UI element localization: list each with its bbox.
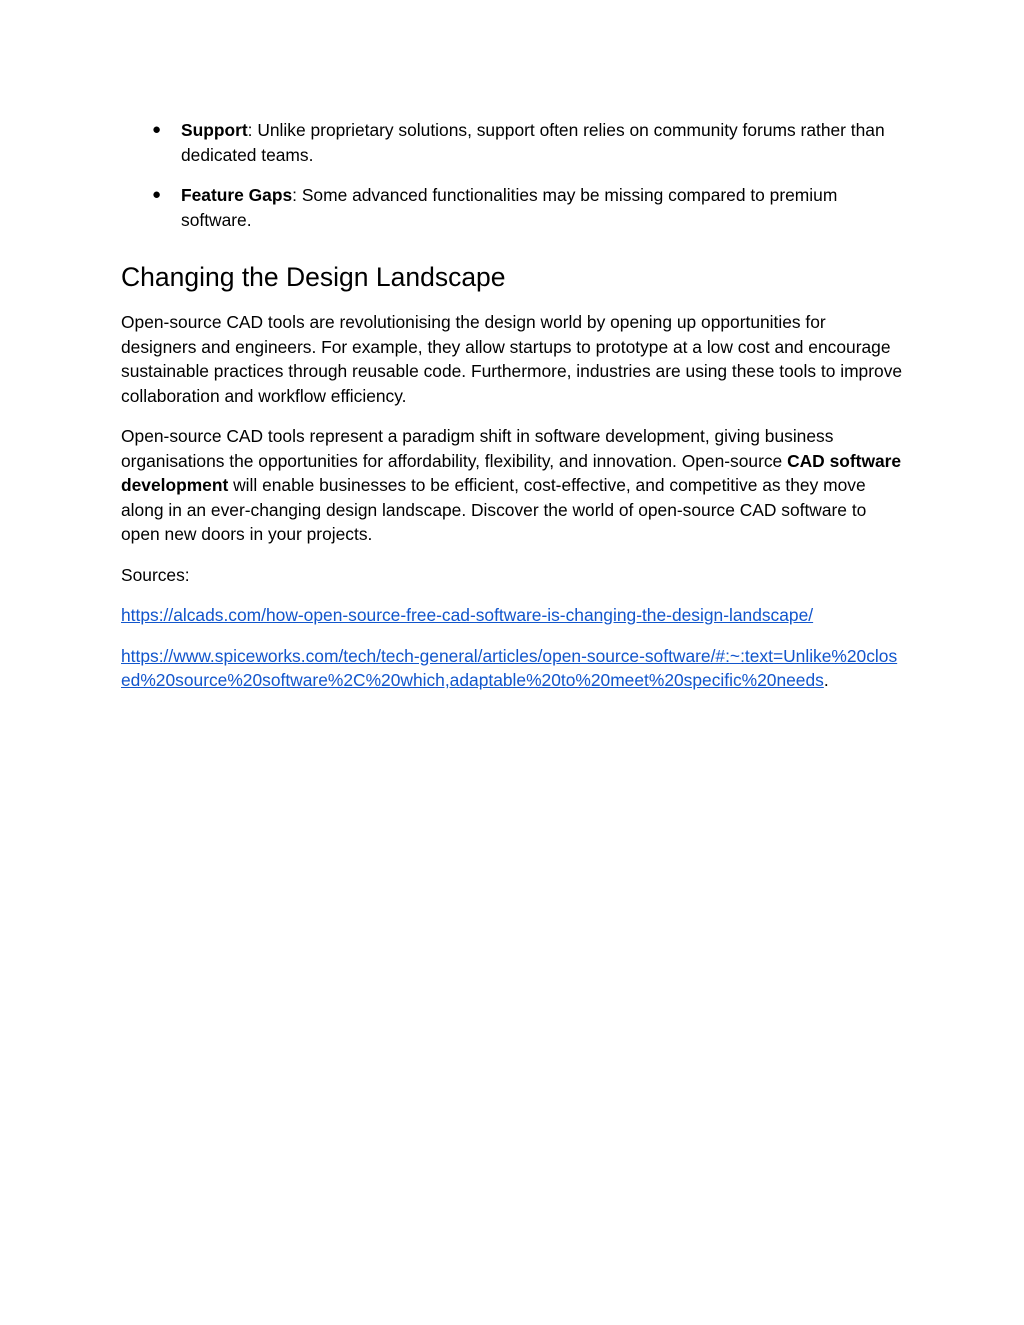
sources-label: Sources: (121, 564, 190, 585)
document-page (121, 118, 903, 709)
source-link-spiceworks[interactable]: https://www.spiceworks.com/tech/tech-general/articles/open-source-software/#:~:text=Unlike%20closed%20source%20software%2C%20which,adaptable%20to%20meet%20specific%20needs (121, 645, 898, 690)
bullet-term: Support (181, 120, 248, 140)
bullet-icon: ● (152, 121, 162, 138)
source-line-2 (121, 644, 903, 693)
paragraph-revolutionising: Open-source CAD tools are revolutionising the design world by opening up opportunities for designers and engineers. For example, they allow startups to prototype at a low cost and encourage sustainable practices through reusable code. Furthermore, industries are using these tools to improve collaboration and workflow efficiency. (121, 312, 903, 406)
drawbacks-list (121, 118, 903, 232)
bullet-term: Feature Gaps (181, 185, 293, 205)
list-item (121, 183, 903, 232)
paragraph-text: Open-source CAD tools represent a paradigm shift in software development, giving business organisations the opportunities for affordability, flexibility, and innovation. Open-source (121, 426, 834, 471)
bold-phrase: CAD software development (121, 450, 902, 495)
paragraph-text: will enable businesses to be efficient, cost-effective, and competitive as they move along in an ever-changing design landscape. Discover the world of open-source CAD software to open new doors in your projects. (121, 475, 867, 544)
bullet-icon: ● (152, 186, 162, 203)
section-heading: Changing the Design Landscape (121, 262, 506, 292)
bullet-text: : Unlike proprietary solutions, support often relies on community forums rather than dedicated teams. (181, 120, 885, 165)
list-item (121, 118, 903, 167)
source-link-alcads[interactable]: https://alcads.com/how-open-source-free-cad-software-is-changing-the-design-landscape/ (121, 605, 814, 625)
paragraph-paradigm-shift (121, 424, 903, 547)
trailing-period: . (823, 670, 829, 690)
source-line-1 (121, 603, 903, 628)
bullet-text: : Some advanced functionalities may be missing compared to premium software. (181, 185, 838, 230)
